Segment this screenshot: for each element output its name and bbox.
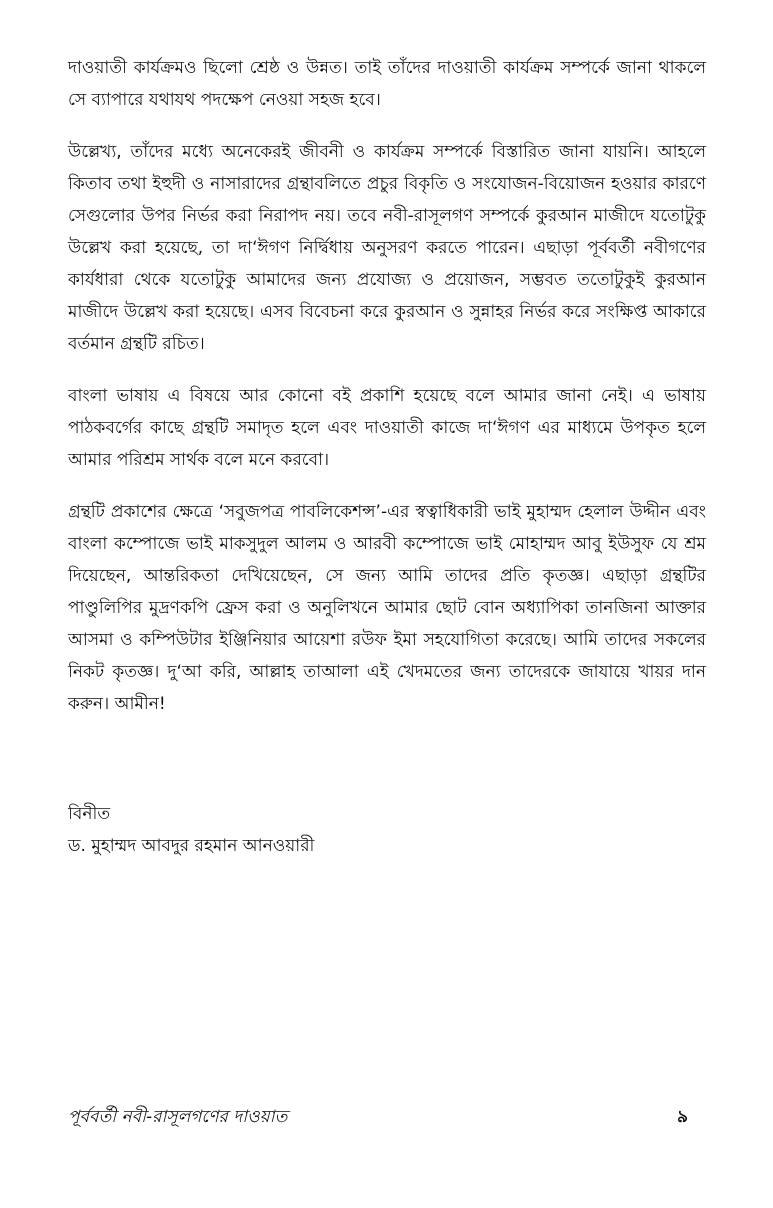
paragraph-acknowledgements: গ্রন্থটি প্রকাশের ক্ষেত্রে ‘সবুজপত্র পাবলিকেশন্স’-এর স্বত্বাধিকারী ভাই মুহাম্মদ হেলাল উদ্দীন এবং বাংলা কম্পোজে ভাই মাকসুদুল আলম ও আরবী কম্পোজে ভাই মোহাম্মদ আবু ইউসুফ যে শ্রম দিয়েছেন, আন্তরিকতা দেখিয়েছেন, সে জন্য আমি তাদের প্রতি কৃতজ্ঞ। এছাড়া গ্রন্থটির পাণ্ডুলিপির মুদ্রণকপি ফ্রেস করা ও অনুলিখনে আমার ছোট বোন অধ্যাপিকা তানজিনা আক্তার আসমা ও কম্পিউটার ইঞ্জিনিয়ার আয়েশা রউফ ইমা সহযোগিতা করেছে। আমি তাদের সকলের নিকট কৃতজ্ঞ। দু‘আ করি, আল্লাহ তাআলা এই খেদমতের জন্য তাদেরকে জাযায়ে খায়র দান করুন। আমীন! — [68, 502, 706, 714]
document-body — [68, 52, 706, 720]
page-footer — [68, 1104, 688, 1132]
salutation: বিনীত — [68, 804, 111, 824]
paragraph-dawah-activities: দাওয়াতী কার্যক্রমও ছিলো শ্রেষ্ঠ ও উন্নত। তাই তাঁদের দাওয়াতী কার্যক্রম সম্পর্কে জানা থাকলে সে ব্যাপারে যথাযথ পদক্ষেপ নেওয়া সহজ হবে। — [68, 58, 706, 110]
running-title: পূর্ববর্তী নবী-রাসূলগণের দাওয়াত — [68, 1107, 288, 1127]
author-name: ড. মুহাম্মদ আবদুর রহমান আনওয়ারী — [68, 836, 315, 856]
closing-signature — [68, 798, 314, 862]
paragraph-sources-note: উল্লেখ্য, তাঁদের মধ্যে অনেকেরই জীবনী ও কার্যক্রম সম্পর্কে বিস্তারিত জানা যায়নি। আহলে কিতাব তথা ইহুদী ও নাসারাদের গ্রন্থাবলিতে প্রচুর বিকৃতি ও সংযোজন-বিয়োজন হওয়ার কারণে সেগুলোর উপর নির্ভর করা নিরাপদ নয়। তবে নবী-রাসূলগণ সম্পর্কে কুরআন মাজীদে যতোটুকু উল্লেখ করা হয়েছে, তা দা‘ঈগণ নির্দ্বিধায় অনুসরণ করতে পারেন। এছাড়া পূর্ববর্তী নবীগণের কার্যধারা থেকে যতোটুকু আমাদের জন্য প্রযোজ্য ও প্রয়োজন, সম্ভবত ততোটুকুই কুরআন মাজীদে উল্লেখ করা হয়েছে। এসব বিবেচনা করে কুরআন ও সুন্নাহর নির্ভর করে সংক্ষিপ্ত আকারে বর্তমান গ্রন্থটি রচিত। — [68, 142, 706, 354]
page-number: ৯ — [676, 1107, 688, 1127]
paragraph-bangla-books: বাংলা ভাষায় এ বিষয়ে আর কোনো বই প্রকাশি হয়েছে বলে আমার জানা নেই। এ ভাষায় পাঠকবর্গের কাছে গ্রন্থটি সমাদৃত হলে এবং দাওয়াতী কাজে দা‘ঈগণ এর মাধ্যমে উপকৃত হলে আমার পরিশ্রম সার্থক বলে মনে করবো। — [68, 386, 706, 470]
